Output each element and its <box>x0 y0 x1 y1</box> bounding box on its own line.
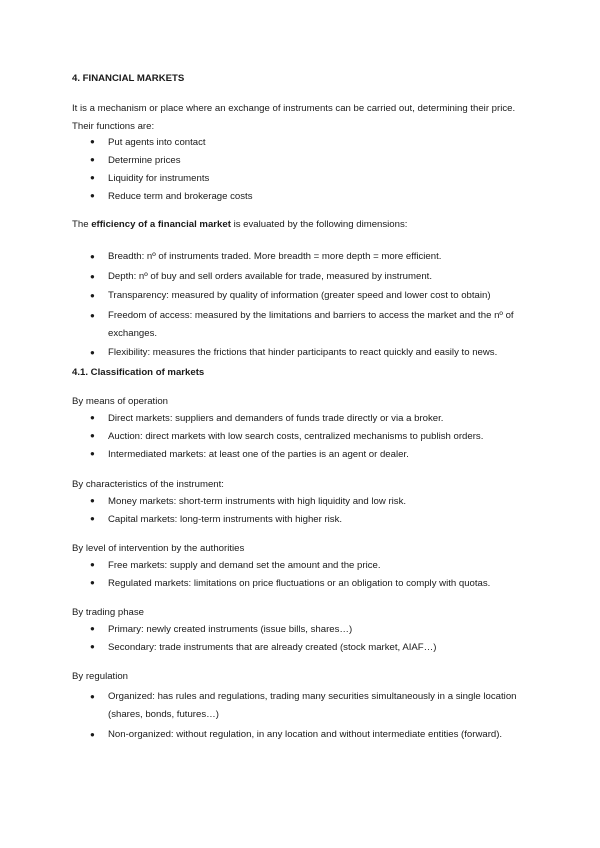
bullet-icon: ● <box>90 496 95 505</box>
classification-title: By level of intervention by the authorities <box>72 543 245 554</box>
bullet-icon: ● <box>90 514 95 524</box>
bullet-icon: ● <box>90 271 95 281</box>
list-item: ● Secondary: trade instruments that are already created (stock market, AIAF…) <box>90 642 437 654</box>
bullet-icon: ● <box>90 624 95 633</box>
list-item: ● Determine prices <box>90 155 181 167</box>
bullet-icon: ● <box>90 729 95 739</box>
list-item: ● Depth: nº of buy and sell orders available for trade, measured by instrument. <box>72 268 532 286</box>
list-item: ● Transparency: measured by quality of information (greater speed and lower cost to obtain) <box>72 287 532 305</box>
bullet-icon: ● <box>90 413 95 422</box>
bullet-icon: ● <box>90 155 95 165</box>
bullet-icon: ● <box>90 692 95 701</box>
bullet-icon: ● <box>90 431 95 441</box>
list-item: ● Reduce term and brokerage costs <box>90 191 253 203</box>
list-item: ● Breadth: nº of instruments traded. More breadth = more depth = more efficient. <box>72 248 532 266</box>
efficiency-paragraph: The efficiency of a financial market is evaluated by the following dimensions: <box>72 219 408 230</box>
classification-title: By regulation <box>72 671 128 682</box>
classification-list <box>72 688 532 745</box>
efficiency-term: efficiency of a financial market <box>91 219 231 230</box>
list-item: ● Regulated markets: limitations on price fluctuations or an obligation to comply with quotas. <box>90 578 491 590</box>
list-item: ● Freedom of access: measured by the limitations and barriers to access the market and the nº of exchanges. <box>72 307 532 343</box>
bullet-icon: ● <box>90 578 95 588</box>
dimensions-list <box>72 248 532 364</box>
bullet-icon: ● <box>90 173 95 183</box>
bullet-icon: ● <box>90 348 95 357</box>
section-heading: 4. FINANCIAL MARKETS <box>72 73 185 84</box>
subsection-heading: 4.1. Classification of markets <box>72 367 205 378</box>
list-item: ● Intermediated markets: at least one of the parties is an agent or dealer. <box>90 449 409 461</box>
list-item: ● Liquidity for instruments <box>90 173 210 185</box>
list-item: ● Organized: has rules and regulations, trading many securities simultaneously in a single location (shares, bonds, futures…) <box>72 688 532 724</box>
intro-paragraph: It is a mechanism or place where an exchange of instruments can be carried out, determining their price. Their functions are: <box>72 103 516 132</box>
list-item: ● Auction: direct markets with low search costs, centralized mechanisms to publish orders. <box>90 431 484 443</box>
bullet-icon: ● <box>90 560 95 569</box>
list-item: ● Put agents into contact <box>90 137 206 148</box>
bullet-icon: ● <box>90 191 95 201</box>
list-item: ● Direct markets: suppliers and demanders of funds trade directly or via a broker. <box>90 413 444 424</box>
list-item: ● Non-organized: without regulation, in any location and without intermediate entities (forward). <box>72 726 532 744</box>
list-item: ● Primary: newly created instruments (issue bills, shares…) <box>90 624 353 635</box>
bullet-icon: ● <box>90 449 95 459</box>
classification-list <box>72 496 532 532</box>
classification-list <box>72 560 532 596</box>
classification-title: By trading phase <box>72 607 144 618</box>
list-item: ● Money markets: short-term instruments with high liquidity and low risk. <box>90 496 407 507</box>
bullet-icon: ● <box>90 310 95 320</box>
list-item: ● Free markets: supply and demand set the amount and the price. <box>90 560 381 571</box>
bullet-icon: ● <box>90 291 95 300</box>
bullet-icon: ● <box>90 642 95 652</box>
classification-title: By characteristics of the instrument: <box>72 479 224 490</box>
classification-list <box>72 624 532 660</box>
list-item: ● Capital markets: long-term instruments with higher risk. <box>90 514 343 526</box>
functions-list <box>72 137 532 210</box>
classification-list <box>72 413 532 467</box>
bullet-icon: ● <box>90 137 95 146</box>
bullet-icon: ● <box>90 252 95 261</box>
classification-title: By means of operation <box>72 396 168 407</box>
list-item: ● Flexibility: measures the frictions that hinder participants to react quickly and easily to news. <box>72 344 532 362</box>
